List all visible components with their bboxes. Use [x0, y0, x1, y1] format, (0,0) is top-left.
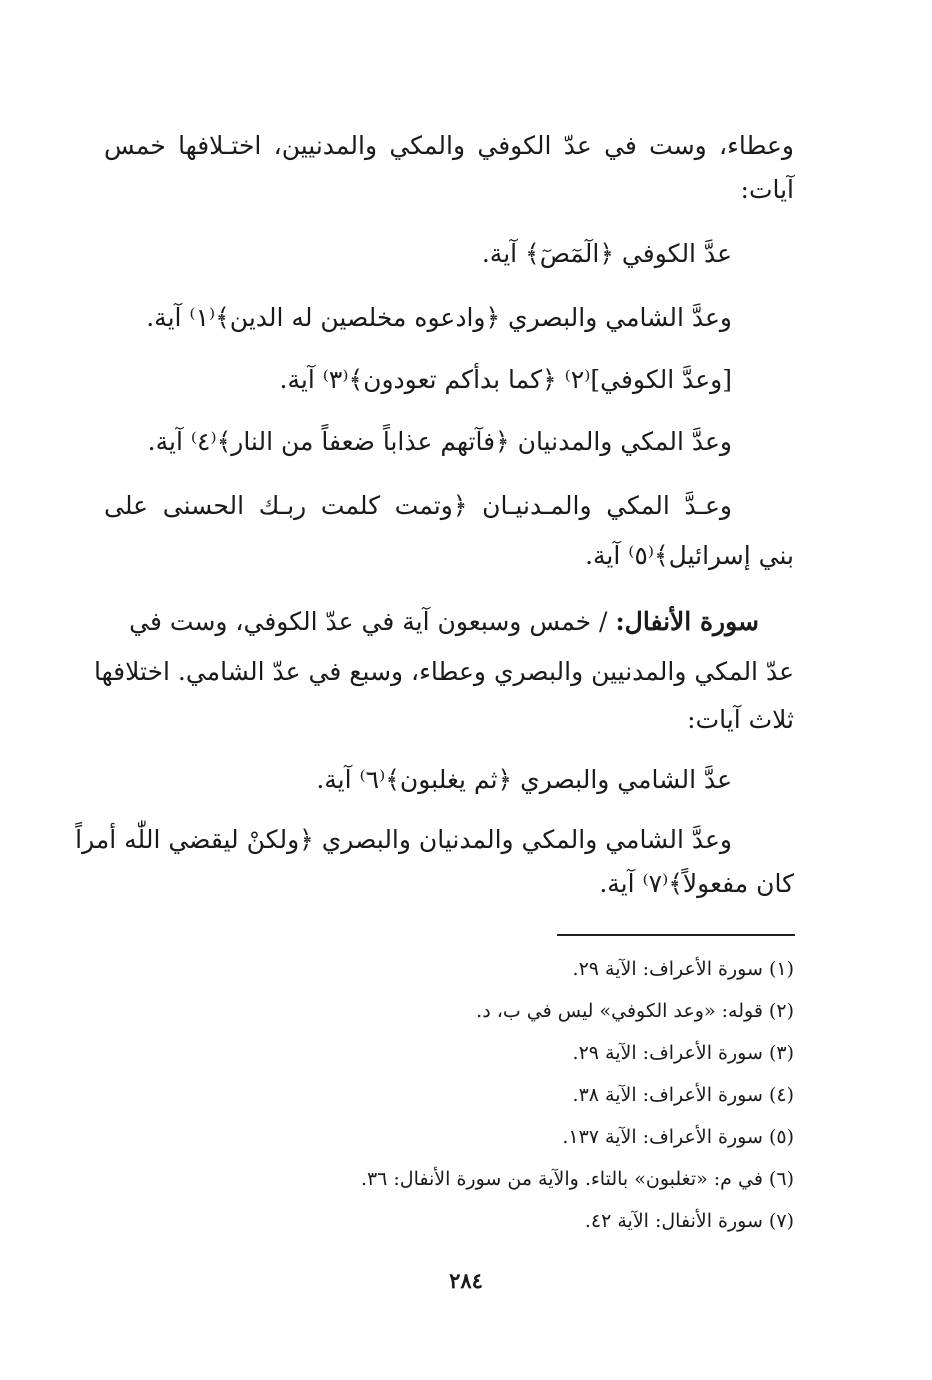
footnote-5: (٥) سورة الأعراف: الآية ١٣٧. [562, 1126, 794, 1148]
page-number: ٢٨٤ [449, 1268, 483, 1293]
body-line-7: وعـدَّ المكي والمـدنيـان ﴿وتمت كلمت ربـك الحسنى على [104, 491, 732, 520]
surah-anfal-intro: / خمس وسبعون آية في عدّ الكوفي، وست في [129, 607, 616, 636]
surah-anfal-title: سورة الأنفال: [615, 607, 759, 636]
footnote-3: (٣) سورة الأعراف: الآية ٢٩. [572, 1042, 794, 1064]
body-line-2: آيات: [740, 175, 794, 204]
footnote-6: (٦) في م: «تغلبون» بالتاء. والآية من سورة الأنفال: ٣٦. [360, 1168, 794, 1190]
body-line-12: عدَّ الشامي والبصري ﴿ثم يغلبون﴾⁽٦⁾ آية. [316, 765, 732, 794]
footnote-2: (٢) قوله: «وعد الكوفي» ليس في ب، د. [476, 1000, 794, 1022]
surah-anfal-heading-line [104, 604, 759, 640]
body-line-4: وعدَّ الشامي والبصري ﴿وادعوه مخلصين له الدين﴾⁽١⁾ آية. [146, 303, 732, 332]
footnote-4: (٤) سورة الأعراف: الآية ٣٨. [572, 1084, 794, 1106]
footnote-separator [557, 934, 795, 936]
body-line-13: وعدَّ الشامي والمكي والمدنيان والبصري ﴿ولكنْ ليقضي اللّٰه أمراً [75, 825, 732, 854]
body-line-5: [وعدَّ الكوفي]⁽٢⁾ ﴿كما بدأكم تعودون﴾⁽٣⁾ آية. [279, 365, 732, 394]
body-line-11: ثلاث آيات: [687, 705, 794, 734]
body-line-1: وعطاء، وست في عدّ الكوفي والمكي والمدنيين، اختـلافها خمس [104, 131, 794, 160]
body-line-10: عدّ المكي والمدنيين والبصري وعطاء، وسبع في عدّ الشامي. اختلافها [94, 657, 794, 686]
body-line-8: بني إسرائيل﴾⁽٥⁾ آية. [585, 541, 794, 570]
body-line-6: وعدَّ المكي والمدنيان ﴿فآتهم عذاباً ضعفاً من النار﴾⁽٤⁾ آية. [147, 427, 732, 456]
body-line-14: كان مفعولاً﴾⁽٧⁾ آية. [599, 869, 794, 898]
body-line-3: عدَّ الكوفي ﴿الٓمٓصٓ﴾ آية. [481, 239, 732, 268]
footnote-7: (٧) سورة الأنفال: الآية ٤٢. [584, 1210, 794, 1232]
footnote-1: (١) سورة الأعراف: الآية ٢٩. [572, 958, 794, 980]
